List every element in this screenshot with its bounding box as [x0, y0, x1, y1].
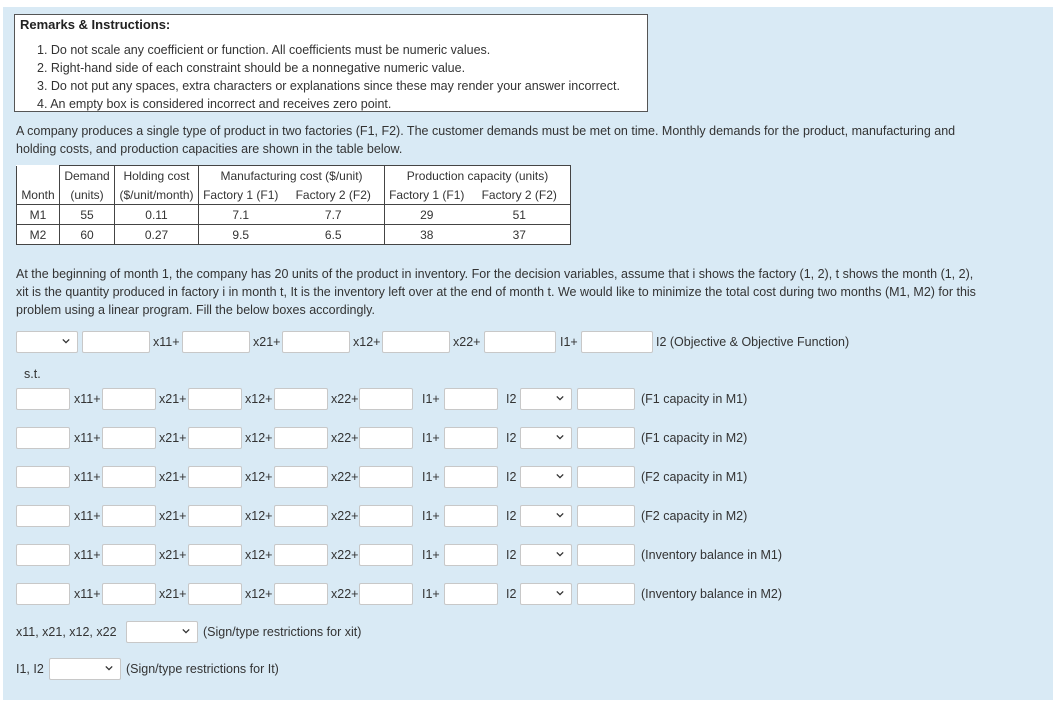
term-label: x22+ [453, 335, 481, 349]
constraint-coef-i1-input[interactable] [359, 544, 413, 566]
constraint-sense-select[interactable] [520, 544, 572, 566]
table-header-cell: Manufacturing cost ($/unit) [199, 166, 385, 186]
data-table [16, 165, 571, 245]
objective-coef-x12-input[interactable] [282, 331, 350, 353]
objective-label: I2 (Objective & Objective Function) [656, 335, 850, 349]
term-label: x12+ [245, 431, 273, 445]
problem-line: xit is the quantity produced in factory i in month t, It is the inventory left over at the end of month t. We would like to minimize the total cost during two months (M1, M2) for this [16, 285, 976, 299]
term-label: I2 [506, 548, 517, 562]
constraint-coef-i1-input[interactable] [359, 427, 413, 449]
table-header-cell: Demand [60, 166, 115, 186]
constraint-coef-i1-input[interactable] [359, 388, 413, 410]
table-header-cell: Holding cost [115, 166, 199, 186]
constraint-coef-x22-input[interactable] [274, 427, 328, 449]
table-cell: 7.1 [199, 205, 283, 225]
constraint-coef-x22-input[interactable] [274, 466, 328, 488]
sign-i-select[interactable] [49, 658, 121, 680]
table-cell: 0.27 [115, 225, 199, 245]
constraint-coef-x12-input[interactable] [188, 466, 242, 488]
constraint-coef-i2-input[interactable] [444, 466, 498, 488]
table-cell: 37 [469, 225, 571, 245]
term-label: I2 [506, 470, 517, 484]
objective-coef-i1-input[interactable] [484, 331, 556, 353]
constraint-sense-select[interactable] [520, 388, 572, 410]
table-header-cell: Factory 2 (F2) [283, 185, 385, 205]
constraint-label: (F2 capacity in M1) [641, 470, 748, 484]
constraint-coef-x22-input[interactable] [274, 544, 328, 566]
constraint-coef-i2-input[interactable] [444, 388, 498, 410]
table-header-cell: Month [17, 185, 60, 205]
constraint-label: (F2 capacity in M2) [641, 509, 748, 523]
objective-coef-x11-input[interactable] [82, 331, 150, 353]
term-label: I2 [506, 392, 517, 406]
table-header-cell: Factory 1 (F1) [385, 185, 469, 205]
term-label: I1+ [422, 509, 440, 523]
term-label: x12+ [353, 335, 381, 349]
term-label: x12+ [245, 548, 273, 562]
constraint-coef-i2-input[interactable] [444, 505, 498, 527]
table-cell: 29 [385, 205, 469, 225]
constraint-coef-x12-input[interactable] [188, 388, 242, 410]
constraint-sense-select[interactable] [520, 505, 572, 527]
problem-paragraph [16, 265, 976, 319]
table-header-cell: Factory 2 (F2) [469, 185, 571, 205]
constraint-coef-x21-input[interactable] [102, 427, 156, 449]
chevron-down-icon [556, 589, 564, 597]
term-label: x12+ [245, 509, 273, 523]
intro-line: A company produces a single type of product in two factories (F1, F2). The customer demands must be met on time. Monthly demands for the product, manufacturing and [16, 124, 956, 138]
term-label: I1+ [422, 392, 440, 406]
constraint-coef-x12-input[interactable] [188, 544, 242, 566]
constraint-coef-x11-input[interactable] [16, 427, 70, 449]
table-cell: 51 [469, 205, 571, 225]
table-cell: 38 [385, 225, 469, 245]
constraint-rhs-input[interactable] [577, 388, 635, 410]
constraint-coef-i1-input[interactable] [359, 583, 413, 605]
constraint-rhs-input[interactable] [577, 583, 635, 605]
constraint-coef-x11-input[interactable] [16, 544, 70, 566]
term-label: I1+ [422, 548, 440, 562]
constraint-coef-x22-input[interactable] [274, 388, 328, 410]
term-label: I2 [506, 587, 517, 601]
problem-line: problem using a linear program. Fill the below boxes accordingly. [16, 303, 375, 317]
chevron-down-icon [556, 511, 564, 519]
constraint-coef-x21-input[interactable] [102, 505, 156, 527]
term-label: I1+ [422, 470, 440, 484]
chevron-down-icon [556, 433, 564, 441]
chevron-down-icon [62, 337, 70, 345]
sign-x-label: (Sign/type restrictions for xit) [203, 625, 362, 639]
term-label: x21+ [159, 431, 187, 445]
constraint-rhs-input[interactable] [577, 544, 635, 566]
intro-line: holding costs, and production capacities are shown in the table below. [16, 142, 403, 156]
term-label: I1+ [560, 335, 578, 349]
term-label: x21+ [159, 392, 187, 406]
remark-item: 3. Do not put any spaces, extra characters or explanations since these may render your answer incorrect. [37, 79, 620, 93]
term-label: x22+ [331, 470, 359, 484]
table-cell: M2 [17, 225, 60, 245]
chevron-down-icon [556, 472, 564, 480]
constraint-coef-i2-input[interactable] [444, 583, 498, 605]
constraint-coef-i2-input[interactable] [444, 544, 498, 566]
constraint-coef-x11-input[interactable] [16, 505, 70, 527]
table-cell: M1 [17, 205, 60, 225]
constraint-coef-x22-input[interactable] [274, 583, 328, 605]
table-header-cell: Factory 1 (F1) [199, 185, 283, 205]
term-label: x21+ [159, 587, 187, 601]
term-label: x21+ [159, 548, 187, 562]
table-cell: 6.5 [283, 225, 385, 245]
term-label: I2 [506, 431, 517, 445]
constraint-sense-select[interactable] [520, 427, 572, 449]
table-row [17, 225, 571, 245]
table-header-cell: ($/unit/month) [115, 185, 199, 205]
constraint-coef-x12-input[interactable] [188, 427, 242, 449]
constraint-sense-select[interactable] [520, 466, 572, 488]
table-cell: 60 [60, 225, 115, 245]
table-header-cell: (units) [60, 185, 115, 205]
sign-x-select[interactable] [126, 621, 198, 643]
constraint-coef-x21-input[interactable] [102, 388, 156, 410]
term-label: x11+ [74, 587, 101, 601]
chevron-down-icon [105, 664, 113, 672]
constraint-coef-i2-input[interactable] [444, 427, 498, 449]
sign-i-vars: I1, I2 [16, 662, 44, 676]
term-label: x11+ [74, 509, 101, 523]
remark-item: 1. Do not scale any coefficient or function. All coefficients must be numeric values. [37, 43, 491, 57]
term-label: x12+ [245, 470, 273, 484]
term-label: x12+ [245, 587, 273, 601]
constraint-coef-x21-input[interactable] [102, 466, 156, 488]
st-label: s.t. [24, 367, 41, 381]
objective-coef-i2-input[interactable] [581, 331, 653, 353]
term-label: x22+ [331, 548, 359, 562]
chevron-down-icon [182, 627, 190, 635]
constraint-coef-x12-input[interactable] [188, 505, 242, 527]
objective-sense-select[interactable] [16, 331, 78, 353]
constraint-coef-x22-input[interactable] [274, 505, 328, 527]
constraint-coef-x21-input[interactable] [102, 583, 156, 605]
constraint-coef-x11-input[interactable] [16, 583, 70, 605]
constraint-rhs-input[interactable] [577, 505, 635, 527]
term-label: x11+ [153, 335, 180, 349]
constraint-rhs-input[interactable] [577, 427, 635, 449]
term-label: x11+ [74, 548, 101, 562]
term-label: x22+ [331, 587, 359, 601]
constraint-coef-i1-input[interactable] [359, 505, 413, 527]
constraint-label: (F1 capacity in M2) [641, 431, 748, 445]
constraint-label: (Inventory balance in M1) [641, 548, 783, 562]
term-label: x21+ [253, 335, 281, 349]
intro-paragraph [16, 122, 955, 158]
sign-x-vars: x11, x21, x12, x22 [16, 625, 117, 639]
term-label: x12+ [245, 392, 273, 406]
table-cell: 7.7 [283, 205, 385, 225]
constraint-sense-select[interactable] [520, 583, 572, 605]
term-label: x21+ [159, 509, 187, 523]
table-header-cell [17, 166, 60, 186]
constraint-coef-x21-input[interactable] [102, 544, 156, 566]
term-label: x11+ [74, 431, 101, 445]
constraint-coef-x11-input[interactable] [16, 466, 70, 488]
table-row [17, 205, 571, 225]
constraint-coef-i1-input[interactable] [359, 466, 413, 488]
constraint-coef-x11-input[interactable] [16, 388, 70, 410]
remarks-list [37, 41, 620, 113]
chevron-down-icon [556, 550, 564, 558]
table-cell: 0.11 [115, 205, 199, 225]
sign-i-label: (Sign/type restrictions for It) [126, 662, 279, 676]
constraint-label: (Inventory balance in M2) [641, 587, 783, 601]
term-label: x11+ [74, 392, 101, 406]
remarks-box [14, 14, 648, 112]
term-label: I1+ [422, 431, 440, 445]
term-label: I1+ [422, 587, 440, 601]
term-label: x21+ [159, 470, 187, 484]
remark-item: 4. An empty box is considered incorrect and receives zero point. [37, 97, 392, 111]
term-label: x11+ [74, 470, 101, 484]
remark-item: 2. Right-hand side of each constraint should be a nonnegative numeric value. [37, 61, 466, 75]
table-cell: 55 [60, 205, 115, 225]
chevron-down-icon [556, 394, 564, 402]
problem-line: At the beginning of month 1, the company has 20 units of the product in inventory. For the decision variables, assume that i shows the factory (1, 2), t shows the month (1, 2), [16, 267, 974, 281]
constraint-label: (F1 capacity in M1) [641, 392, 748, 406]
term-label: x22+ [331, 392, 359, 406]
objective-coef-x21-input[interactable] [182, 331, 250, 353]
term-label: x22+ [331, 509, 359, 523]
remarks-title: Remarks & Instructions: [20, 17, 171, 32]
constraint-coef-x12-input[interactable] [188, 583, 242, 605]
objective-coef-x22-input[interactable] [382, 331, 450, 353]
table-cell: 9.5 [199, 225, 283, 245]
constraint-rhs-input[interactable] [577, 466, 635, 488]
term-label: x22+ [331, 431, 359, 445]
table-header-cell: Production capacity (units) [385, 166, 571, 186]
term-label: I2 [506, 509, 517, 523]
